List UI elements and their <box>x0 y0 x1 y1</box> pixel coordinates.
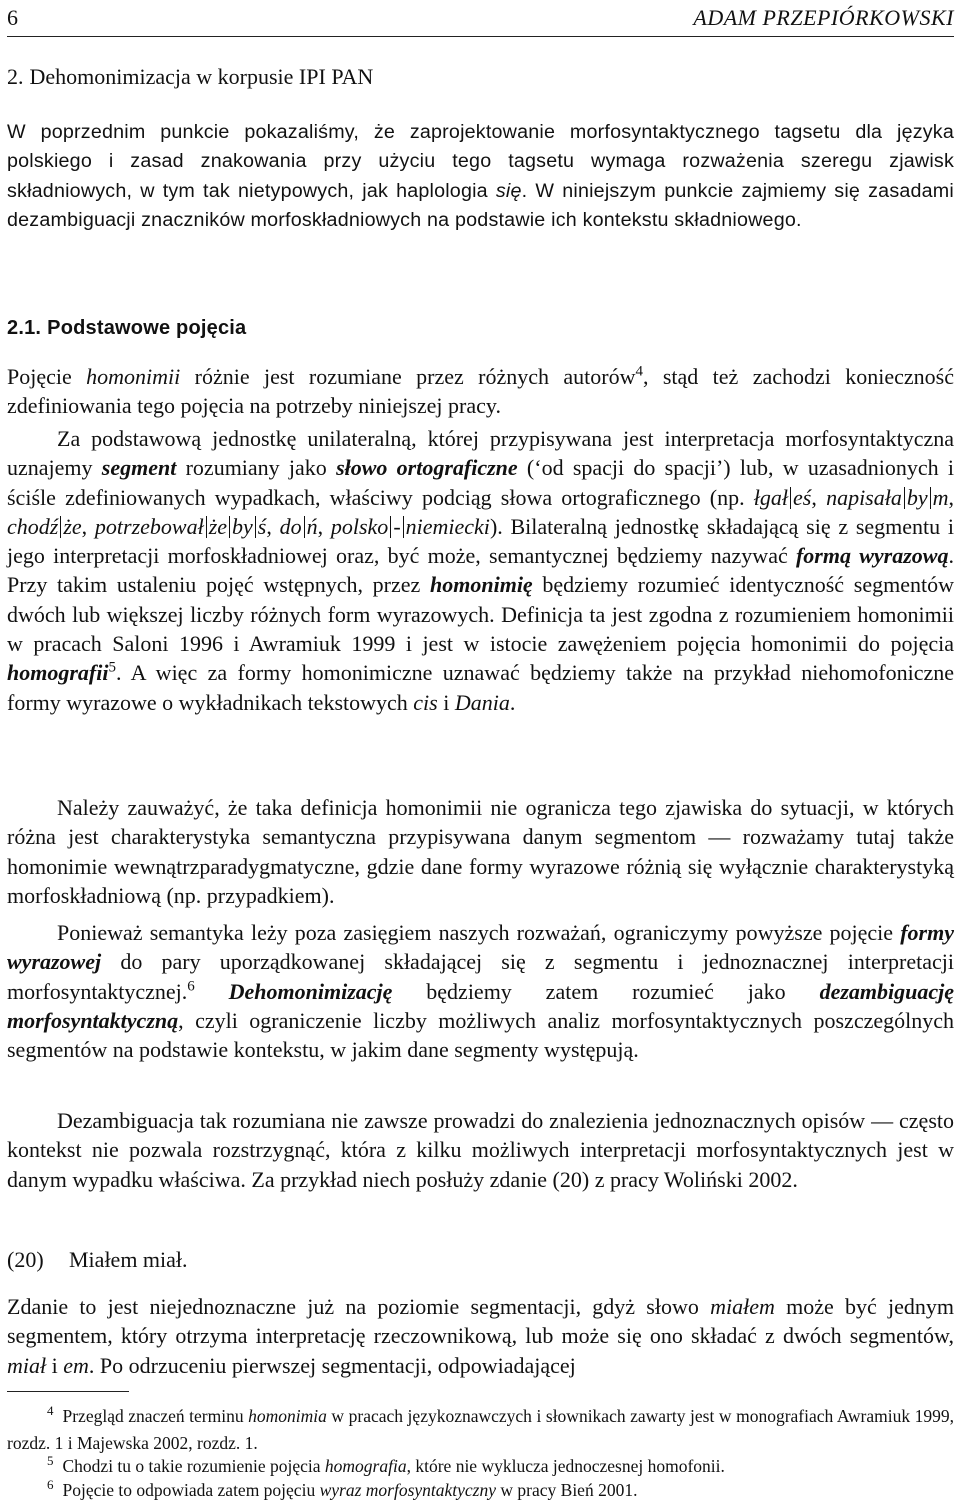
p1-text-b: różnie jest rozumiane przez różnych autorów <box>180 364 636 389</box>
term-dezambiguacja: dezambiguację morfosyntaktyczną <box>7 978 955 1033</box>
p6-text-c: i <box>46 1352 64 1378</box>
p2-text-f: będziemy rozumieć identyczność segmentów dwóch lub większej liczby różnych form wyrazowych. Definicja ta jest zgodna z rozumieniem homonimii w pracach Saloni 1996 i Awramiuk 1999 i jest w istocie zawężeniem pojęcia homonimii do pojęcia <box>7 572 954 657</box>
running-header <box>7 4 954 34</box>
footnote-italic: homografia <box>324 1456 407 1476</box>
example-segment: ń <box>306 513 318 539</box>
example-segment: że <box>63 513 82 539</box>
example-segment: niemiecki <box>405 513 490 539</box>
footnote-mark: 5 <box>47 1453 54 1469</box>
segment-separator <box>390 516 391 538</box>
example-segment: chodź <box>7 513 59 539</box>
example-20 <box>7 1245 188 1274</box>
segment-separator <box>790 487 791 509</box>
example-segment: łgał <box>753 484 789 510</box>
p6-text-d: . Po odrzuceniu pierwszej segmentacji, odpowiadającej <box>88 1352 576 1378</box>
footnote-text: w pracach językoznawczych i słownikach zawarty jest w monografiach Awramiuk 1999, rozdz. 1 i Majewska 2002, rozdz. 1. <box>7 1406 955 1453</box>
subsection-title: Podstawowe pojęcia <box>47 317 247 339</box>
p1-text-c: , stąd też zachodzi konieczność zdefiniowania tego pojęcia na potrzeby niniejszej pracy. <box>7 364 954 419</box>
paragraph-3 <box>7 793 954 910</box>
p4-text-b: do pary uporządkowanej składającej się z segmentu i jednoznacznej interpretacji morfosyntaktycznej. <box>7 949 954 1004</box>
segment-separator <box>60 516 61 538</box>
paragraph-1 <box>7 362 954 421</box>
footnote-italic: wyraz morfosyntaktyczny <box>319 1480 497 1500</box>
segment-separator <box>403 516 404 538</box>
p4-text-d: , czyli ograniczenie liczby możliwych analiz morfosyntaktycznych poszczególnych segmentów na podstawie kontekstu, w jakim dane segmenty występują. <box>7 1007 954 1063</box>
p2-text-d: ). Bilateralną jednostkę składającą się z segmentu i jego interpretacji morfoskładniowej oraz, być może, semantycznej będziemy nazywać <box>7 513 955 569</box>
example-segment: by <box>906 484 928 510</box>
intro-italic-term: się <box>495 179 522 202</box>
footnote-4 <box>7 1403 954 1457</box>
footnote-text: Przegląd znaczeń terminu <box>62 1406 249 1426</box>
paragraph-6 <box>7 1292 954 1380</box>
intro-text-2: . W niniejszym punkcie zajmiemy się zasadami dezambiguacji znaczników morfoskładniowych na podstawie ich kontekstu składniowego. <box>7 179 954 231</box>
p1-italic-term: homonimii <box>86 364 181 389</box>
section-title: Dehomonimizacja w korpusie IPI PAN <box>29 64 374 89</box>
segment-separator <box>304 516 305 538</box>
page-number: 6 <box>7 5 18 30</box>
p6-text-b: może być jednym segmentem, który otrzyma interpretację rzeczownikową, lub może się ono składać z dwóch segmentów, <box>7 1294 954 1349</box>
p6-text-a: Zdanie to jest niejednoznaczne już na poziomie segmentacji, gdyż słowo <box>7 1294 711 1319</box>
example-word-cis: cis <box>413 689 438 715</box>
example-segment: do <box>279 513 302 539</box>
paragraph-2: Za podstawową jednostkę unilateralną, której przypisywana jest interpretacja morfosyntaktyczna uznajemy segment rozumiany jako słowo ortograficzne (‘od spacji do spacji’) lub, w uzasadnionych i ściśle zdefiniowanych wypadkach, właściwy podciąg słowa ortograficznego (np. łgał eś, napisała by m, chodź że, potrzebował że by ś, do ń, polsko - niemiecki). Bilateralną jednostkę składającą się z segmentu i jego interpretacji morfoskładniowej oraz, być może, semantycznej będziemy nazywać formą wyrazową. Przy takim ustaleniu pojęć wstępnych, przez homonimię będziemy rozumieć identyczność segmentów dwóch lub większej liczby różnych form wyrazowych. Definicja ta jest zgodna z rozumieniem homonimii w pracach Saloni 1996 i Awramiuk 1999 i jest w istocie zawężeniem pojęcia homonimii do pojęcia homografii$^5$. A więc za formy homonimiczne uznawać będziemy także na przykład niehomofoniczne formy wyrazowe o wykładnikach tekstowych cis i Dania. <box>7 426 955 715</box>
p3-text: Należy zauważyć, że taka definicja homonimii nie ogranicza tego zjawiska do sytuacji, w których różna jest charakterystyka semantyczna przypisywana danym segmentom — rozważamy tutaj także homonimie wewnątrzparadygmatyczne, gdzie dane formy wyrazowe różnią się wyłącznie charakterystyką morfoskładniową (np. przypadkiem). <box>7 795 954 908</box>
footnote-5 <box>7 1453 954 1480</box>
term-forma-wyrazowa: formą wyrazową <box>795 543 949 569</box>
intro-paragraph <box>7 118 954 235</box>
example-segment: ś <box>257 513 267 539</box>
running-header-author: ADAM PRZEPIÓRKOWSKI <box>693 5 954 30</box>
footnote-ref-5[interactable]: 5 <box>108 660 116 677</box>
p2-text-e: . Przy takim ustaleniu pojęć wstępnych, przez <box>7 543 954 598</box>
term-homonimia: homonimię <box>430 572 533 598</box>
example-word-mialem: miałem <box>710 1294 775 1319</box>
example-word-dania: Dania <box>454 689 510 715</box>
footnote-text: Chodzi tu o takie rozumienie pojęcia <box>62 1456 325 1476</box>
section-number: 2. <box>7 64 24 89</box>
header-rule <box>7 36 954 37</box>
footnote-rule <box>7 1391 129 1392</box>
subsection-heading <box>7 314 246 342</box>
segment-separator <box>904 487 905 509</box>
footnote-text: Pojęcie to odpowiada zatem pojęciu <box>62 1480 320 1500</box>
segment-separator <box>229 516 230 538</box>
p1-text-a: Pojęcie <box>7 364 87 389</box>
example-hyphen: - <box>393 513 401 539</box>
paragraph-5 <box>7 1106 954 1194</box>
example-number: (20) <box>7 1247 44 1272</box>
footnote-mark: 4 <box>47 1403 54 1419</box>
example-segment: że <box>208 513 228 539</box>
p2-text-c: (‘od spacji do spacji’) lub, w uzasadnionych i ściśle zdefiniowanych wypadkach, właściwy podciąg słowa ortograficznego (np. <box>7 455 954 510</box>
p2-text-h: i <box>437 689 455 715</box>
example-segment: m <box>932 484 949 510</box>
term-homografia: homografii <box>7 660 109 686</box>
intro-text-1: W poprzednim punkcie pokazaliśmy, że zaprojektowanie morfosyntaktycznego tagsetu dla języka polskiego i zasad znakowania przy użyciu tego tagsetu wymaga rozważenia szeregu zjawisk składniowych, w tym tak nietypowych, jak haplologia <box>7 121 954 202</box>
example-segment: potrzebował <box>94 513 204 539</box>
segment-separator <box>206 516 207 538</box>
footnote-text: w pracy Bień 2001. <box>496 1480 638 1500</box>
example-segment: polsko <box>330 513 389 539</box>
example-word-em: em <box>63 1352 89 1378</box>
example-segment: by <box>232 513 253 539</box>
footnote-6 <box>7 1477 954 1504</box>
paragraph-4 <box>7 918 954 1064</box>
term-segment: segment <box>101 455 177 481</box>
section-heading <box>7 62 373 92</box>
footnote-ref-4[interactable]: 4 <box>635 363 643 380</box>
p2-text-a: Za podstawową jednostkę unilateralną, której przypisywana jest interpretacja morfosyntaktyczna uznajemy <box>7 426 954 481</box>
example-word-mial: miał <box>7 1352 47 1378</box>
footnote-ref-6[interactable]: 6 <box>187 978 195 995</box>
p2-text-b: rozumiany jako <box>176 455 337 481</box>
p2-text-i: . <box>509 689 516 715</box>
term-formy-wyrazowej: formy wyrazowej <box>7 920 954 975</box>
term-dehomonimizacja: Dehomonimizację <box>228 978 393 1004</box>
segment-separator <box>930 487 931 509</box>
example-segment: napisała <box>826 484 902 510</box>
p2-text-g: . A więc za formy homonimiczne uznawać będziemy także na przykład niehomofoniczne formy wyrazowe o wykładnikach tekstowych <box>7 660 954 715</box>
example-sentence: Miałem miał. <box>69 1247 188 1272</box>
footnote-italic: homonimia <box>248 1406 327 1426</box>
p4-text-c: będziemy zatem rozumieć jako <box>392 978 820 1004</box>
segment-separator <box>255 516 256 538</box>
term-slowo-ortograficzne: słowo ortograficzne <box>336 455 518 481</box>
footnote-text: , które nie wyklucza jednoczesnej homofonii. <box>406 1456 725 1476</box>
p5-text: Dezambiguacja tak rozumiana nie zawsze prowadzi do znalezienia jednoznacznych opisów — często kontekst nie pozwala rozstrzygnąć, która z kilku możliwych interpretacji morfosyntaktycznych jest w danym wypadku właściwa. Za przykład niech posłuży zdanie (20) z pracy Woliński 2002. <box>7 1108 954 1192</box>
example-segment: eś <box>793 484 812 510</box>
subsection-number: 2.1. <box>7 317 42 339</box>
p4-text-a: Ponieważ semantyka leży poza zasięgiem naszych rozważań, ograniczymy powyższe pojęcie <box>57 920 901 945</box>
footnote-mark: 6 <box>47 1477 54 1493</box>
